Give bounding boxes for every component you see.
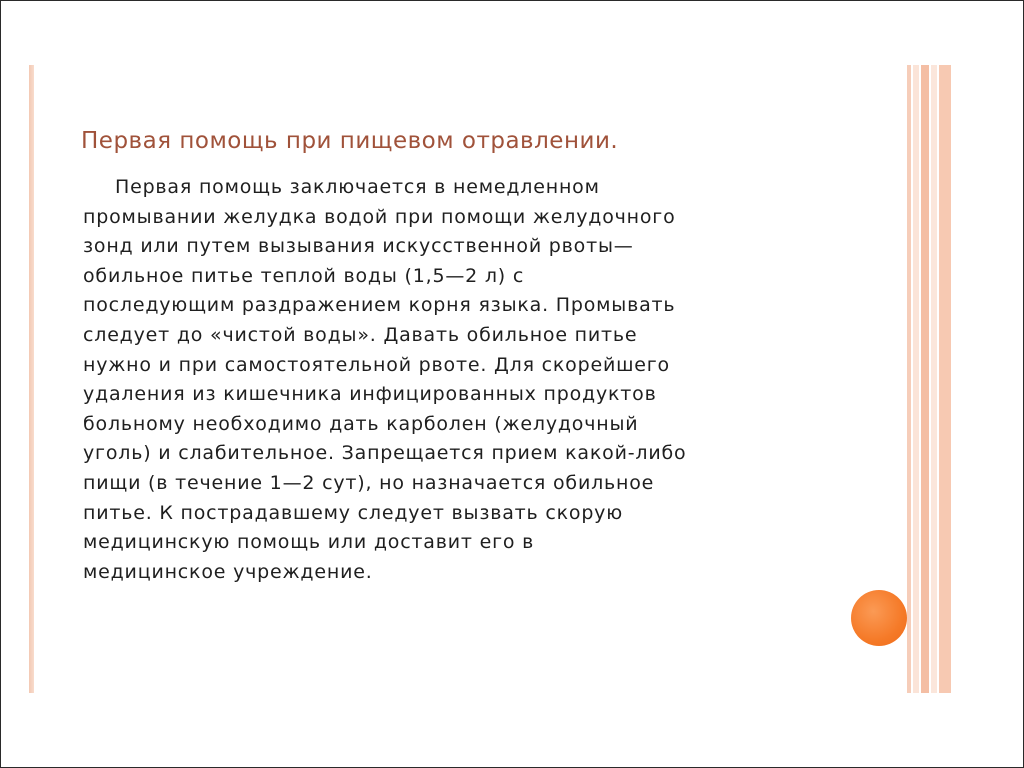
right-decorative-stripes <box>907 65 953 693</box>
body-line: зонд или путем вызывания искусственной рвоты— <box>83 235 634 258</box>
body-line: нужно и при самостоятельной рвоте. Для скорейшего <box>83 353 670 376</box>
stripe <box>939 65 951 693</box>
body-line: медицинскую помощь или доставит его в <box>83 531 535 554</box>
stripe <box>913 65 919 693</box>
body-line: пищи (в течение 1—2 сут), но назначается обильное <box>83 471 655 494</box>
stripe <box>921 65 929 693</box>
body-line: обильное питье теплой воды (1,5—2 л) с <box>83 264 525 287</box>
stripe <box>931 65 937 693</box>
body-line: следует до «чистой воды». Давать обильное питье <box>83 323 638 346</box>
left-decorative-stripe <box>29 65 34 693</box>
orange-circle-decoration <box>851 590 907 646</box>
body-line: последующим раздражением корня языка. Промывать <box>83 294 676 317</box>
body-line: медицинское учреждение. <box>83 560 373 583</box>
slide-body-text <box>83 173 843 587</box>
body-line: уголь) и слабительное. Запрещается прием какой-либо <box>83 442 687 465</box>
body-line: промывании желудка водой при помощи желудочного <box>83 205 676 228</box>
body-line: удаления из кишечника инфицированных продуктов <box>83 383 657 406</box>
body-line: Первая помощь заключается в немедленном <box>115 176 600 198</box>
slide-title: Первая помощь при пищевом отравлении. <box>81 128 619 154</box>
body-line: питье. К пострадавшему следует вызвать скорую <box>83 501 624 524</box>
stripe <box>907 65 911 693</box>
body-line: больному необходимо дать карболен (желудочный <box>83 412 639 435</box>
